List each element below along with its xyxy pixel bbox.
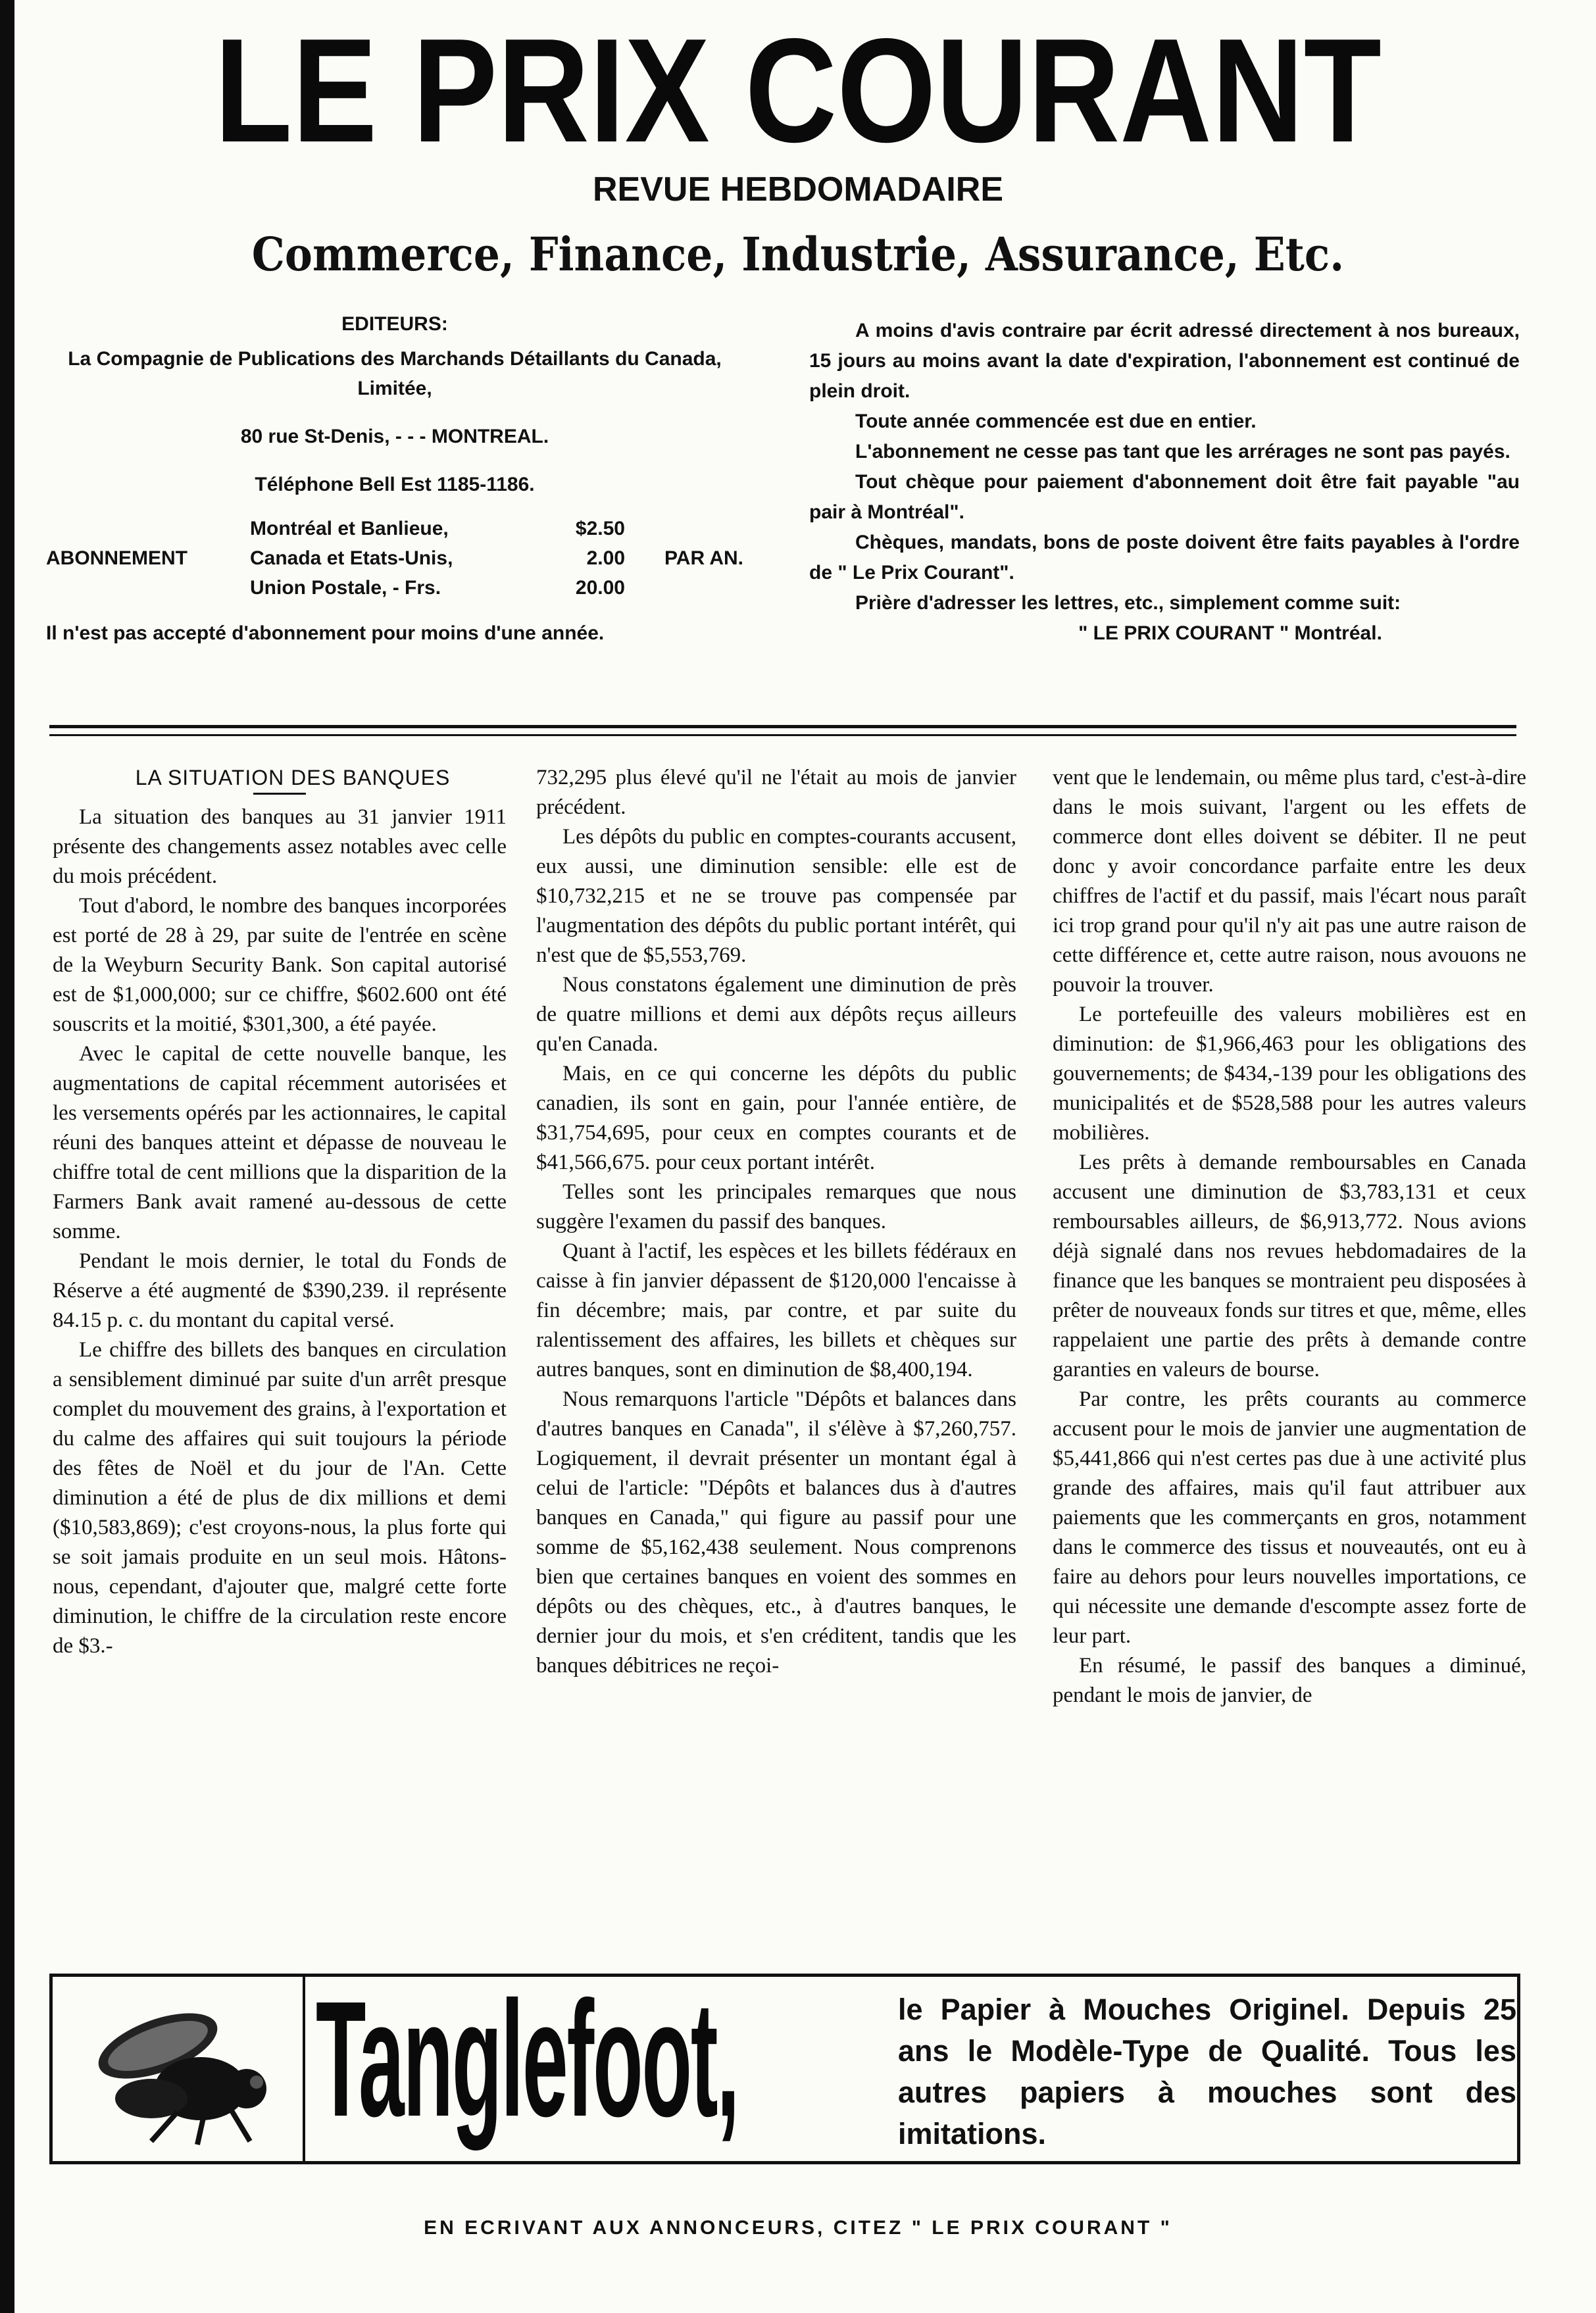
article-paragraph: Tout d'abord, le nombre des banques incorporées est porté de 28 à 29, par suite de l'entrée en scène de la Weyburn Security Bank. Son capital autorisé est de $1,000,000; sur ce chiffre, $602.600 ont été souscrits et la moitié, $301,300, a été payée. bbox=[53, 894, 507, 1036]
newspaper-title: LE PRIX COURANT bbox=[214, 7, 1382, 173]
rate-name: Canada et Etats-Unis, bbox=[250, 547, 453, 569]
subscription-label: ABONNEMENT bbox=[46, 547, 187, 569]
article-paragraph: Les dépôts du public en comptes-courants accusent, eux aussi, une diminution sensible: elle est de $10,732,215 et ne se trouve pas compensée par l'augmentation des dépôts du public portant intérêt, qui n'est que de $5,553,769. bbox=[536, 825, 1016, 967]
notice-paragraph: Tout chèque pour paiement d'abonnement doit être fait payable "au pair à Montréal". bbox=[809, 471, 1520, 523]
rate-row bbox=[250, 573, 632, 603]
footer-note: EN ECRIVANT AUX ANNONCEURS, CITEZ " LE PRIX COURANT " bbox=[424, 2217, 1172, 2239]
rate-price: 20.00 bbox=[575, 577, 625, 599]
article-paragraph: Les prêts à demande remboursables en Canada accusent une diminution de $3,783,131 et ceux remboursables ailleurs, de $6,913,772. Nous avions déjà signalé dans nos revues hebdomadaires de la finance que les banques se montraient peu disposées à prêter de nouveaux fonds sur titres et que, même, elles rappelaient une partie des prêts à demande contre garanties en valeurs de bourse. bbox=[1053, 1151, 1526, 1381]
article-paragraph: La situation des banques au 31 janvier 1911 présente des changements assez notables avec celle du mois précédent. bbox=[53, 805, 507, 888]
subscription-notice bbox=[809, 316, 1520, 649]
header-rule bbox=[49, 734, 1516, 736]
subscription-note: Il n'est pas accepté d'abonnement pour moins d'une année. bbox=[46, 622, 605, 644]
page-edge bbox=[0, 0, 14, 2313]
publisher-heading: EDITEURS: bbox=[341, 313, 448, 335]
rate-row bbox=[250, 514, 632, 543]
notice-paragraph: L'abonnement ne cesse pas tant que les arrérages ne sont pas payés. bbox=[855, 441, 1510, 462]
ad-divider bbox=[303, 1977, 305, 2161]
per-year-label: PAR AN. bbox=[664, 547, 743, 569]
rate-name: Union Postale, - Frs. bbox=[250, 577, 441, 599]
fly-icon bbox=[79, 1990, 276, 2148]
header-rule bbox=[49, 725, 1516, 728]
publisher-address: 80 rue St-Denis, - - - MONTREAL. bbox=[240, 426, 549, 447]
article-paragraph: vent que le lendemain, ou même plus tard, c'est-à-dire dans le mois suivant, l'argent ou les effets de commerce dont elles doivent se débiter. Il ne peut donc y avoir concordance parfaite entre les deux chiffres de l'actif et du passif, mais l'écart nous paraît ici trop grand pour qu'il n'y ait pas une autre raison de cette différence et, cette autre raison, nous avouons ne pouvoir la trouver. bbox=[1053, 766, 1526, 997]
notice-paragraph: A moins d'avis contraire par écrit adressé directement à nos bureaux, 15 jours au moins avant la date d'expiration, l'abonnement est continué de plein droit. bbox=[809, 320, 1520, 402]
article-column-3 bbox=[1053, 763, 1526, 1710]
article-column-1 bbox=[53, 763, 507, 1661]
rate-row bbox=[250, 543, 632, 573]
ad-copy: le Papier à Mouches Originel. Depuis 25 ans le Modèle-Type de Qualité. Tous les autres papiers à mouches sont des imitations. bbox=[898, 1993, 1516, 2151]
notice-address: " LE PRIX COURANT " Montréal. bbox=[1078, 622, 1382, 644]
newspaper-tagline: Commerce, Finance, Industrie, Assurance, Etc. bbox=[251, 227, 1345, 282]
tanglefoot-advertisement bbox=[49, 1967, 1520, 2164]
article-paragraph: Telles sont les principales remarques que nous suggère l'examen du passif des banques. bbox=[536, 1180, 1016, 1233]
article-paragraph: Pendant le mois dernier, le total du Fonds de Réserve a été augmenté de $390,239. il représente 84.15 p. c. du montant du capital versé. bbox=[53, 1249, 507, 1332]
article-paragraph: 732,295 plus élevé qu'il ne l'était au mois de janvier précédent. bbox=[536, 766, 1016, 819]
brand-name: Tanglefoot, bbox=[316, 1967, 739, 2151]
notice-paragraph: Chèques, mandats, bons de poste doivent être faits payables à l'ordre de " Le Prix Courant". bbox=[809, 532, 1520, 584]
notice-paragraph: Toute année commencée est due en entier. bbox=[855, 410, 1257, 432]
heading-divider bbox=[253, 793, 306, 795]
rate-price: 2.00 bbox=[586, 547, 625, 569]
rate-price: $2.50 bbox=[575, 518, 625, 539]
subscription-rates bbox=[46, 514, 743, 603]
article-paragraph: Par contre, les prêts courants au commerce accusent pour le mois de janvier une augmentation de $5,441,866 qui n'est certes pas due à une activité plus grande des affaires, mais qu'il faut attribuer aux paiements que les commerçants en gros, notamment dans le commerce des tissus et nouveautés, ont eu à faire au dehors pour leurs nouvelles importations, ce qui nécessite une demande d'escompte assez forte de leur part. bbox=[1053, 1387, 1526, 1648]
article-paragraph: Quant à l'actif, les espèces et les billets fédéraux en caisse à fin janvier dépassent de $120,000 l'encaisse à fin décembre; mais, par contre, et par suite du ralentissement des affaires, les billets et chèques sur autres banques, sont en diminution de $8,400,194. bbox=[536, 1239, 1016, 1381]
article-paragraph: Mais, en ce qui concerne les dépôts du public canadien, ils sont en gain, pour l'année entière, de $31,754,695, pour ceux en comptes courants et de $41,566,675. pour ceux portant intérêt. bbox=[536, 1062, 1016, 1174]
notice-paragraph: Prière d'adresser les lettres, etc., simplement comme suit: bbox=[855, 592, 1401, 614]
article-heading: LA SITUATION DES BANQUES bbox=[135, 766, 451, 789]
article-paragraph: Le portefeuille des valeurs mobilières est en diminution: de $1,966,463 pour les obligations des gouvernements; de $434,-139 pour les obligations des municipalités et de $528,588 pour les autres valeurs mobilières. bbox=[1053, 1003, 1526, 1145]
article-paragraph: En résumé, le passif des banques a diminué, pendant le mois de janvier, de bbox=[1053, 1654, 1526, 1707]
article-paragraph: Nous remarquons l'article "Dépôts et balances dans d'autres banques en Canada", il s'élève à $7,260,757. Logiquement, il devrait présenter un montant égal à celui de l'article: "Dépôts et balances dus à d'autres banques en Canada," qui figure au passif pour une somme de $5,162,438 seulement. Nous comprenons bien que certaines banques en voient des sommes en dépôts ou des chèques, etc., à d'autres banques, le dernier jour du mois, et s'en créditent, tandis que les banques débitrices ne reçoi- bbox=[536, 1387, 1016, 1678]
article-paragraph: Nous constatons également une diminution de près de quatre millions et demi aux dépôts reçus ailleurs qu'en Canada. bbox=[536, 973, 1016, 1056]
newspaper-subtitle: REVUE HEBDOMADAIRE bbox=[592, 170, 1004, 209]
article-paragraph: Avec le capital de cette nouvelle banque, les augmentations de capital récemment autorisées et les versements opérés par les actionnaires, le capital réuni des banques atteint et dépasse de nouveau le chiffre total de cent millions que la disparition de la Farmers Bank avait ramené au-dessous de cette somme. bbox=[53, 1042, 507, 1243]
article-paragraph: Le chiffre des billets des banques en circulation a sensiblement diminué par suite d'un arrêt presque complet du mouvement des grains, à l'exportation et du calme des affaires qui suit toujours la période des fêtes de Noël et du jour de l'An. Cette diminution a été de plus de dix millions et demi ($10,583,869); c'est croyons-nous, la plus forte qui se soit jamais produite en un seul mois. Hâtons-nous, cependant, d'ajouter que, malgré cette forte diminution, le chiffre de la circulation reste encore de $3.- bbox=[53, 1338, 507, 1658]
article-column-2 bbox=[536, 763, 1016, 1681]
publisher-block bbox=[46, 309, 743, 648]
publisher-company: La Compagnie de Publications des Marchands Détaillants du Canada, Limitée, bbox=[68, 348, 722, 399]
publisher-phone: Téléphone Bell Est 1185-1186. bbox=[255, 474, 535, 495]
rate-name: Montréal et Banlieue, bbox=[250, 518, 449, 539]
